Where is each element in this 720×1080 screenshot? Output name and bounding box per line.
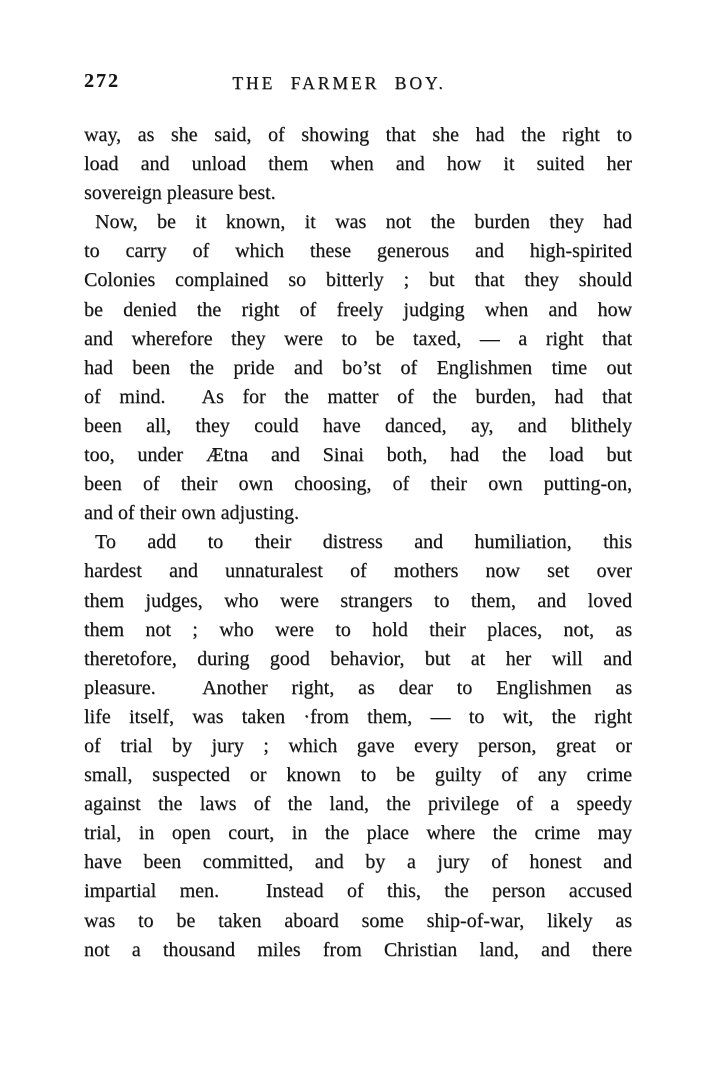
text-line: impartial men. Instead of this, the person accused xyxy=(84,880,632,903)
text-line: been all, they could have danced, ay, and blithely xyxy=(84,414,632,437)
text-line: them not ; who were to hold their places, not, as xyxy=(84,618,632,641)
page-number: 272 xyxy=(84,70,120,92)
body-text xyxy=(84,121,632,965)
text-line: to carry of which these generous and high-spirited xyxy=(84,240,632,263)
text-line: too, under Ætna and Sinai both, had the load but xyxy=(84,444,632,467)
page-header xyxy=(84,70,632,96)
text-line: them judges, who were strangers to them, and loved xyxy=(84,589,632,612)
text-line: was to be taken aboard some ship-of-war, likely as xyxy=(84,909,632,932)
text-line: theretofore, during good behavior, but at her will and xyxy=(84,647,632,670)
text-line: had been the pride and bo’st of Englishmen time out xyxy=(84,356,632,379)
text-line: and of their own adjusting. xyxy=(84,502,299,525)
text-line: Colonies complained so bitterly ; but that they should xyxy=(84,269,632,292)
text-line: trial, in open court, in the place where the crime may xyxy=(84,822,632,845)
running-title: THE FARMER BOY. xyxy=(232,73,446,93)
text-line: not a thousand miles from Christian land, and there xyxy=(84,938,632,961)
text-line: of mind. As for the matter of the burden, had that xyxy=(84,385,632,408)
text-line: way, as she said, of showing that she had the right to xyxy=(84,124,632,146)
text-line: pleasure. Another right, as dear to Englishmen as xyxy=(84,676,632,699)
text-line: be denied the right of freely judging when and how xyxy=(84,298,632,321)
text-line: have been committed, and by a jury of honest and xyxy=(84,851,632,874)
text-line: of trial by jury ; which gave every person, great or xyxy=(84,734,632,757)
text-line: hardest and unnaturalest of mothers now set over xyxy=(84,560,632,583)
text-line: against the laws of the land, the privilege of a speedy xyxy=(84,793,632,816)
text-line: life itself, was taken ·from them, — to wit, the right xyxy=(84,705,632,728)
text-line: sovereign pleasure best. xyxy=(84,182,276,205)
text-line: small, suspected or known to be guilty of any crime xyxy=(84,764,632,787)
text-line: been of their own choosing, of their own putting-on, xyxy=(84,473,632,496)
text-line: load and unload them when and how it suited her xyxy=(84,153,632,176)
text-line: To add to their distress and humiliation, this xyxy=(95,531,632,554)
text-line: Now, be it known, it was not the burden they had xyxy=(95,211,632,234)
text-line: and wherefore they were to be taxed, — a right that xyxy=(84,327,632,350)
